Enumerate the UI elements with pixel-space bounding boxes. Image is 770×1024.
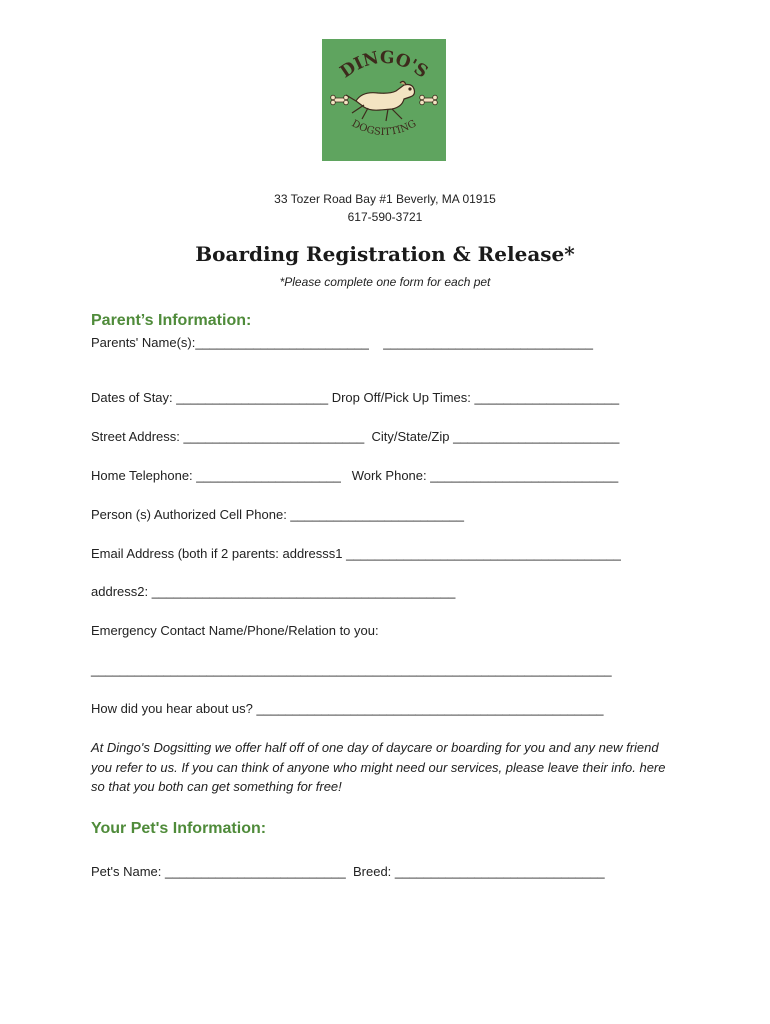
- street-address-text: 33 Tozer Road Bay #1 Beverly, MA 01915: [274, 192, 496, 206]
- referral-source-field[interactable]: How did you hear about us? ________________________________________________: [91, 701, 604, 716]
- street-address-field[interactable]: Street Address: _________________________ City/State/Zip _______________________: [91, 429, 620, 444]
- running-dog-icon: [346, 81, 415, 121]
- logo-graphic: [322, 39, 446, 161]
- emergency-contact-field[interactable]: ________________________________________________________________________: [91, 662, 612, 677]
- logo-top-text: DINGO'S: [336, 47, 432, 83]
- address-block: [0, 190, 770, 226]
- form-note: *Please complete one form for each pet: [279, 275, 491, 289]
- parent-info-heading: Parent’s Information:: [91, 312, 252, 329]
- pet-info-heading: Your Pet's Information:: [91, 820, 267, 837]
- pet-name-breed-field[interactable]: Pet's Name: _________________________ Breed: _____________________________: [91, 864, 605, 879]
- emergency-contact-label: Emergency Contact Name/Phone/Relation to you:: [91, 623, 379, 638]
- parents-names-field[interactable]: Parents' Name(s):________________________ _____________________________: [91, 335, 593, 350]
- phone-number-text: 617-590-3721: [347, 210, 423, 224]
- dates-of-stay-field[interactable]: Dates of Stay: _____________________ Drop Off/Pick Up Times: ____________________: [91, 390, 620, 405]
- telephone-fields[interactable]: Home Telephone: ____________________ Work Phone: __________________________: [91, 468, 619, 483]
- page-title: Boarding Registration & Release*: [195, 242, 575, 266]
- referral-promo-text: At Dingo's Dogsitting we offer half off of one day of daycare or boarding for you and any new friend you refer to us. If you can think of anyone who might need our services, please leave their info. here so that you both can get something for free!: [91, 740, 666, 794]
- address2-field[interactable]: address2: __________________________________________: [91, 584, 456, 599]
- email-address-field[interactable]: Email Address (both if 2 parents: addresss1 ______________________________________: [91, 546, 621, 561]
- logo-bottom-text: DOGSITTING: [349, 118, 419, 139]
- authorized-cell-field[interactable]: Person (s) Authorized Cell Phone: ________________________: [91, 507, 464, 522]
- bone-left-icon: [331, 95, 349, 105]
- bone-right-icon: [420, 95, 438, 105]
- dingos-dogsitting-logo: [322, 39, 446, 161]
